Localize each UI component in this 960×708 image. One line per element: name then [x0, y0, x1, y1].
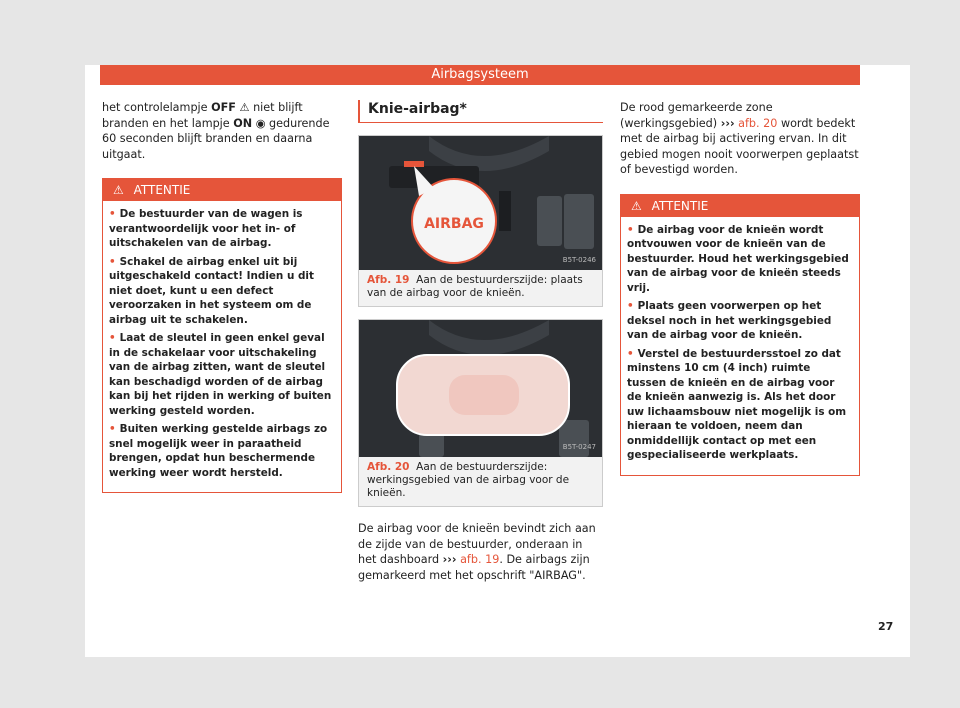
column-1 — [102, 100, 342, 493]
on-indicator-icon: ON — [233, 116, 253, 130]
warning-item: • Buiten werking gestelde airbags zo snel mogelijk weer in paraatheid brengen, opdat hun beschermende werking weer wordt hersteld. — [109, 423, 328, 479]
warning-box — [102, 178, 342, 493]
warning-item: • De bestuurder van de wagen is verantwoordelijk voor het in- of uitschakelen van de airbag. — [109, 208, 303, 249]
warning-box — [620, 194, 860, 476]
page-number: 27 — [878, 620, 894, 633]
warning-body — [621, 217, 859, 475]
figure-19-image — [359, 136, 602, 270]
column-3 — [620, 100, 860, 476]
off-indicator-icon: OFF — [211, 101, 236, 114]
warning-item: • Plaats geen voorwerpen op het deksel noch in het werkingsgebied van de airbag voor de knieën. — [627, 300, 832, 341]
section-title: Knie-airbag* — [358, 100, 603, 123]
warning-item: • Schakel de airbag enkel uit bij uitgeschakeld contact! Indien u dit niet doet, kunt u een defect veroorzaken in het systeem om de airbag uit te schakelen. — [109, 255, 314, 326]
knee-airbag-paragraph: De airbag voor de knieën bevindt zich aan de zijde van de bestuurder, onderaan in het dashboard ››› afb. 19. De airbags zijn gemarkeerd met het opschrift "AIRBAG". — [358, 522, 596, 582]
figure-code: B5T-0247 — [562, 442, 596, 451]
warning-triangle-icon: ⚠ — [631, 198, 642, 213]
page-header: Airbagsysteem — [100, 65, 860, 85]
figure-reference-link[interactable]: afb. 19 — [460, 553, 500, 566]
figure-20-caption: Afb. 20 Aan de bestuurderszijde: werkingsgebied van de airbag voor de knieën. — [359, 457, 602, 506]
reference-arrows: ››› — [720, 116, 735, 130]
warning-body — [103, 201, 341, 492]
warning-header: ⚠ ATTENTIE — [621, 195, 859, 217]
zone-paragraph: De rood gemarkeerde zone (werkingsgebied) ››› afb. 20 wordt bedekt met de airbag bij activering ervan. In dit gebied mogen nooit voorwerpen geplaatst of bevestigd worden. — [620, 101, 859, 176]
figure-19-caption: Afb. 19 Aan de bestuurderszijde: plaats van de airbag voor de knieën. — [359, 270, 602, 306]
intro-paragraph: het controlelampje OFF ⚠ niet blijft branden en het lampje ON ◉ gedurende 60 seconden blijft branden en daarna uitgaat. — [102, 101, 330, 161]
column-2 — [358, 100, 603, 583]
airbag-label: AIRBAG — [424, 216, 484, 232]
passenger-airbag-icon: ⚠ — [239, 101, 250, 114]
figure-20-image — [359, 320, 602, 457]
figure-reference-link[interactable]: afb. 20 — [738, 116, 778, 130]
warning-item: • Laat de sleutel in geen enkel geval in de schakelaar voor uitschakeling van de airbag zitten, want de sleutel kan beschadigd worden of de airbag kan bij het rijden in werking of buiten werking gesteld worden. — [109, 332, 332, 417]
warning-item: • Verstel de bestuurdersstoel zo dat minstens 10 cm (4 inch) ruimte tussen de knieën en de airbag voor de knieën aanwezig is. Als het door uw lichaamsbouw niet mogelijk is om hieraan te voldoen, neem dan onmiddellijk contact op met een gespecialiseerde werkplaats. — [627, 347, 847, 461]
passenger-airbag-on-icon: ◉ — [255, 116, 266, 130]
warning-item: • De airbag voor de knieën wordt ontvouwen voor de knieën van de bestuurder. Houd het werkingsgebied van de airbag voor de knieën steeds vrij. — [627, 223, 849, 294]
figure-19 — [358, 135, 603, 307]
figure-code: B5T-0246 — [562, 255, 596, 264]
figure-20 — [358, 319, 603, 507]
warning-triangle-icon: ⚠ — [113, 183, 124, 197]
warning-header: ⚠ ATTENTIE — [103, 179, 341, 201]
reference-arrows: ››› — [442, 553, 457, 566]
